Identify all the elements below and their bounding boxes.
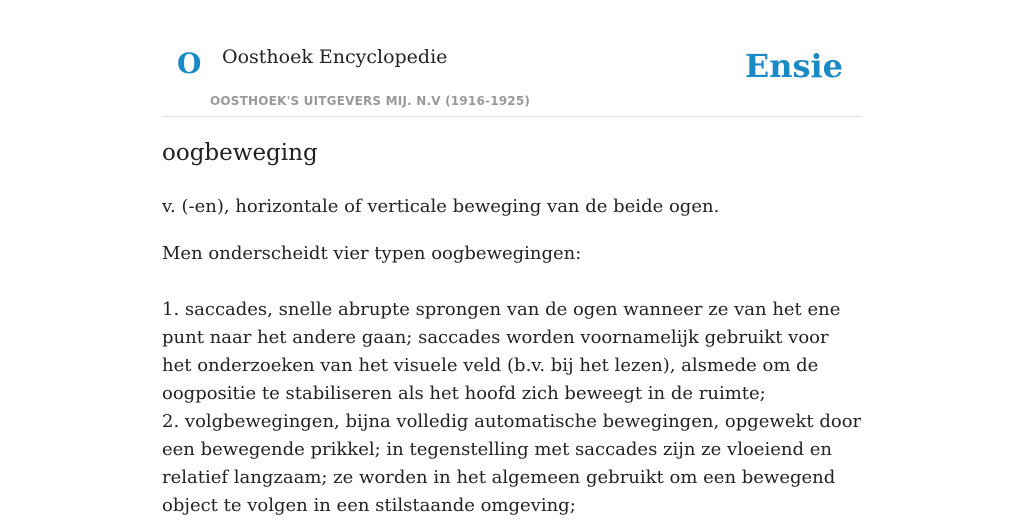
book-logo-letter[interactable]: O [177,47,202,80]
article-title: oogbeweging [162,140,318,166]
article-definition: v. (-en), horizontale of verticale beweging van de beide ogen. [162,196,720,217]
ensie-logo-link[interactable]: Ensie [744,47,843,85]
article-list [162,296,862,520]
publisher-label: OOSTHOEK'S UITGEVERS MIJ. N.V (1916-1925) [210,94,531,108]
article-intro: Men onderscheidt vier typen oogbewegingen: [162,243,582,264]
book-title-link[interactable]: Oosthoek Encyclopedie [222,46,448,68]
list-item: 1. saccades, snelle abrupte sprongen van de ogen wanneer ze van het ene punt naar het andere gaan; saccades worden voornamelijk gebruikt voor het onderzoeken van het visuele veld (b.v. bij het lezen), alsmede om de oogpositie te stabiliseren als het hoofd zich beweegt in de ruimte; [162,299,841,404]
list-item: 2. volgbewegingen, bijna volledig automatische bewegingen, opgewekt door een bewegende prikkel; in tegenstelling met saccades zijn ze vloeiend en relatief langzaam; ze worden in het algemeen gebruikt om een bewegend object te volgen in een stilstaande omgeving; [162,411,862,516]
header [162,0,862,117]
page [162,0,862,516]
